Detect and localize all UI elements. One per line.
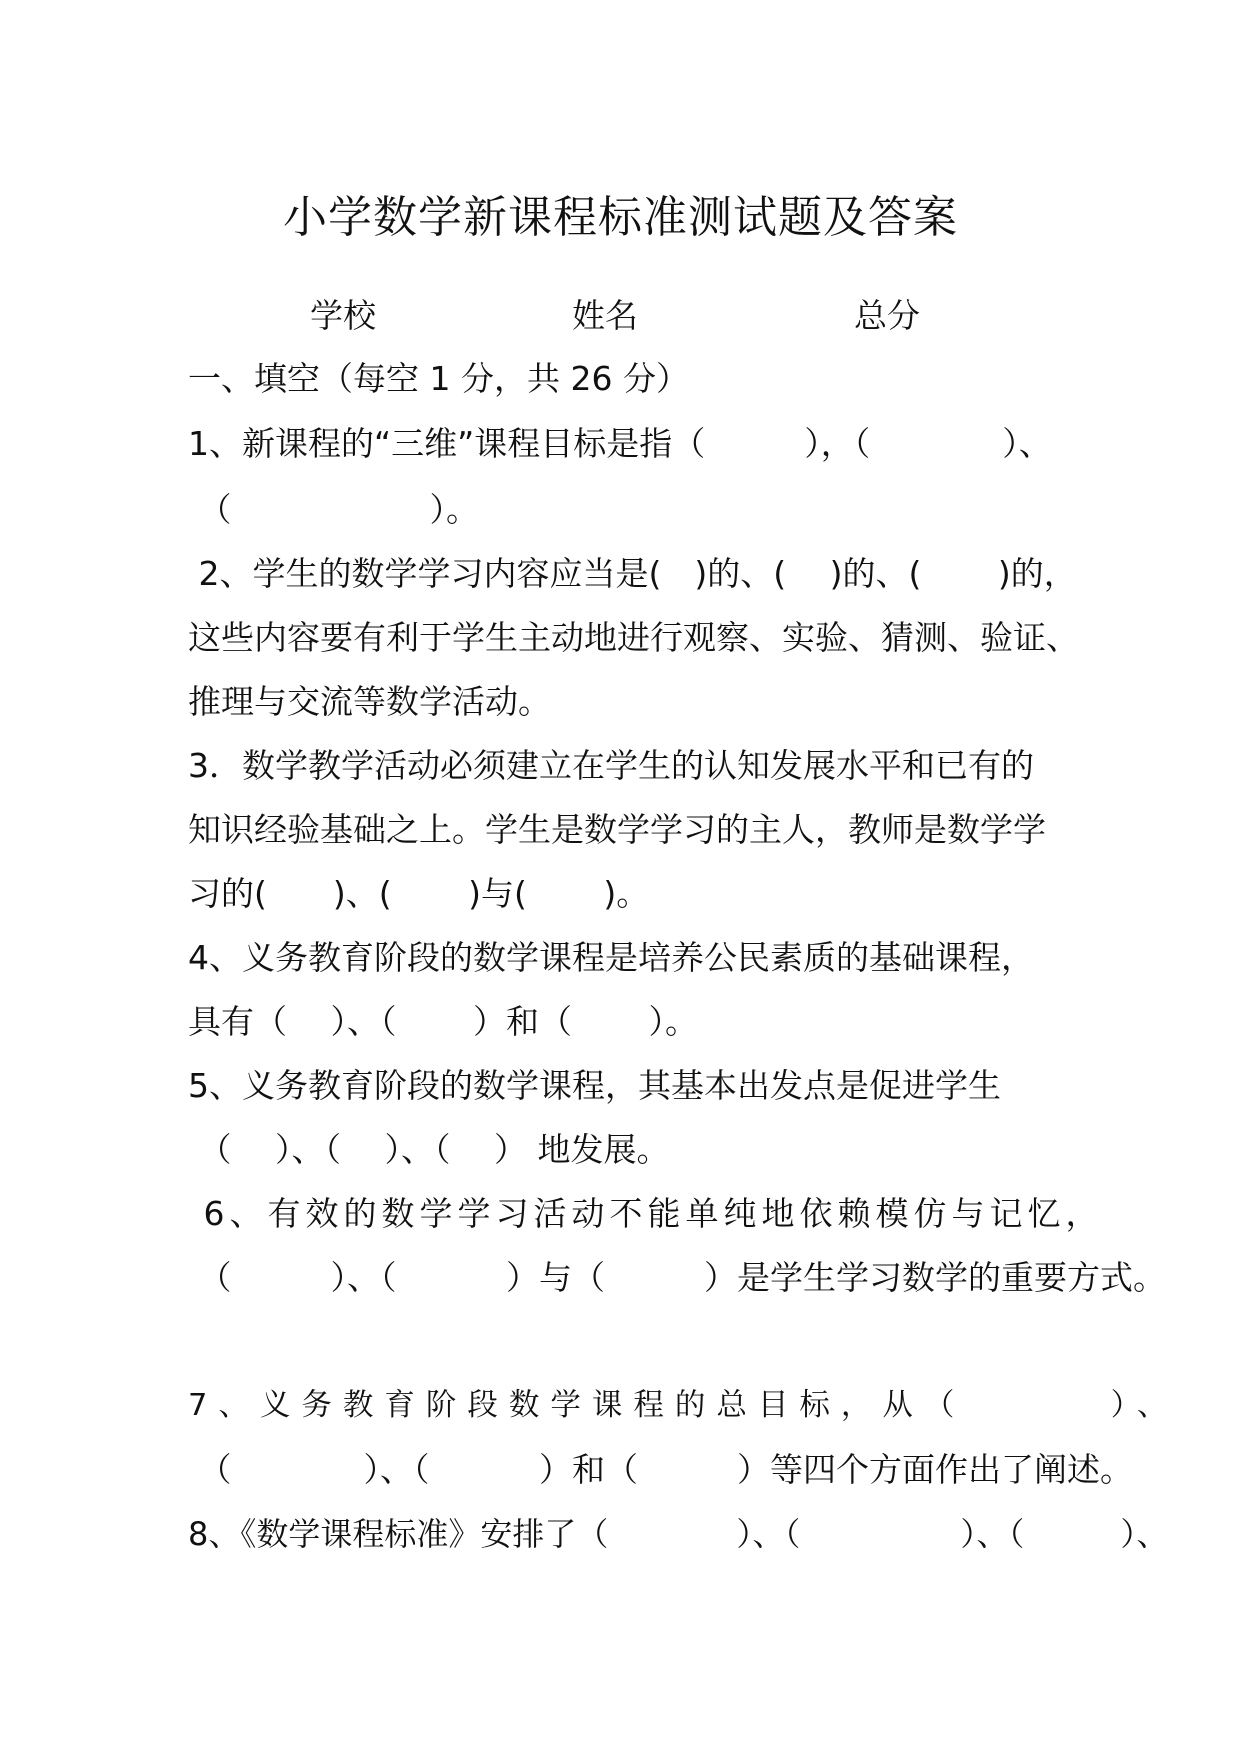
question-line: 7、义务教育阶段数学课程的总目标，从（ ）、: [188, 1388, 1179, 1423]
question-line: 推理与交流等数学活动。: [188, 682, 551, 721]
question-line: 2、学生的数学学习内容应当是( )的、( )的、( )的，: [188, 554, 1077, 593]
question-line: 具有（ ）、（ ）和（ ）。: [188, 1002, 698, 1041]
question-line: 这些内容要有利于学生主动地进行观察、实验、猜测、验证、: [188, 618, 1079, 657]
question-line: 6、有效的数学学习活动不能单纯地依赖模仿与记忆，: [188, 1194, 1104, 1233]
school-field-label: 学校: [310, 296, 376, 335]
question-line: 8、《数学课程标准》安排了（ ）、（ ）、（ ）、: [188, 1515, 1169, 1553]
question-line: 知识经验基础之上。学生是数学学习的主人，教师是数学学: [188, 810, 1046, 849]
question-line: （ ）、（ ）和（ ）等四个方面作出了阐述。: [188, 1450, 1133, 1489]
question-line: 5、义务教育阶段的数学课程，其基本出发点是促进学生: [188, 1066, 1001, 1105]
score-field-label: 总分: [854, 296, 920, 335]
question-line: 3．数学教学活动必须建立在学生的认知发展水平和已有的: [188, 746, 1034, 785]
question-line: 1、新课程的“三维”课程目标是指（ ），（ ）、: [188, 424, 1052, 463]
question-line: （ ）、（ ）、（ ） 地发展。: [188, 1130, 670, 1169]
question-line: （ ）、（ ）与（ ）是学生学习数学的重要方式。: [188, 1258, 1166, 1297]
document-title: 小学数学新课程标准测试题及答案: [283, 192, 958, 243]
question-line: （ ）。: [188, 490, 479, 529]
question-line: 4、义务教育阶段的数学课程是培养公民素质的基础课程，: [188, 938, 1034, 977]
name-field-label: 姓名: [572, 296, 638, 335]
section-heading: 一、填空（每空 1 分，共 26 分）: [188, 359, 689, 398]
question-line: 习的( )、( )与( )。: [188, 874, 650, 913]
